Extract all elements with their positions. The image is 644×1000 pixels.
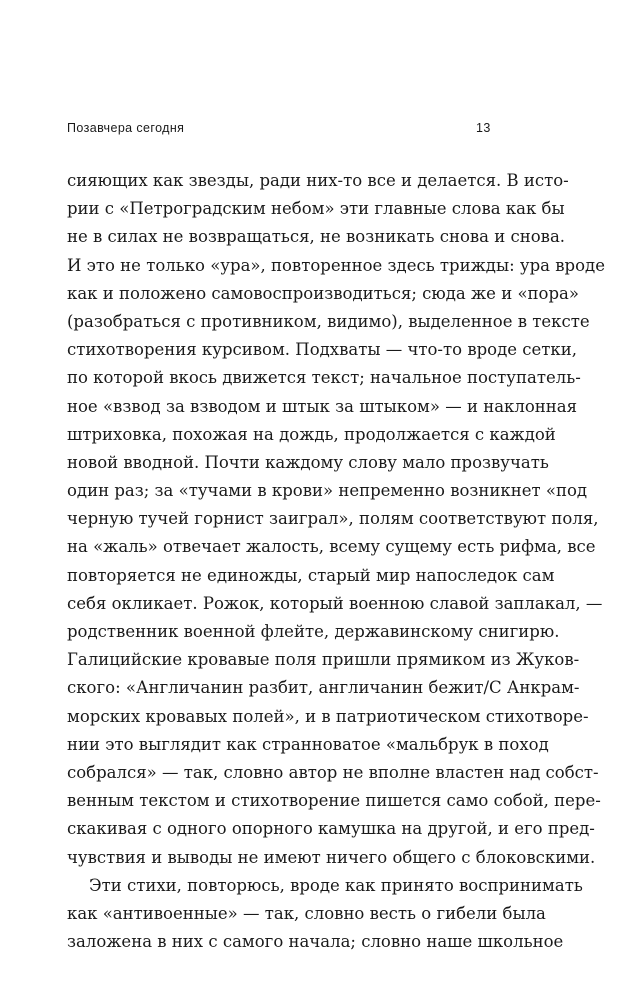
text-line: И это не только «ура», повторенное здесь трижды: ура вроде	[67, 255, 605, 275]
text-line: (разобраться с противником, видимо), выделенное в тексте	[67, 311, 590, 331]
text-line: родственник военной флейте, державинскому снигирю.	[67, 622, 560, 641]
text-line: черную тучей горнист заиграл», полям соответствуют поля,	[67, 509, 599, 529]
text-line: нии это выглядит как странноватое «мальбрук в поход	[67, 734, 549, 754]
running-head-title: Позавчера сегодня	[67, 121, 185, 135]
text-line: венным текстом и стихотворение пишется само собой, пере-	[67, 791, 601, 811]
text-line: Эти стихи, повторюсь, вроде как принято воспринимать	[89, 875, 583, 895]
paragraph	[67, 167, 605, 872]
text-line: стихотворения курсивом. Подхваты — что-то вроде сетки,	[67, 340, 577, 360]
text-line: себя окликает. Рожок, который военною славой заплакал, —	[67, 593, 603, 613]
page-number: 13	[476, 121, 491, 135]
text-line: собрался» — так, словно автор не вполне властен над собст-	[67, 762, 599, 782]
text-line: рии с «Петроградским небом» эти главные слова как бы	[67, 199, 565, 219]
text-line: повторяется не единожды, старый мир напоследок сам	[67, 565, 555, 585]
text-line: сияющих как звезды, ради них-то все и делается. В исто-	[67, 171, 569, 190]
text-line: морских кровавых полей», и в патриотическом стихотворе-	[67, 706, 589, 726]
text-line: штриховка, похожая на дождь, продолжается с каждой	[67, 424, 556, 444]
text-line: новой вводной. Почти каждому слову мало прозвучать	[67, 452, 549, 472]
text-line: ского: «Англичанин разбит, англичанин бежит/С Анкрам-	[67, 678, 580, 698]
paragraph	[67, 872, 583, 957]
text-line: заложена в них с самого начала; словно наше школьное	[67, 932, 564, 952]
text-line: Галицийские кровавые поля пришли прямиком из Жуков-	[67, 650, 580, 670]
text-line: как «антивоенные» — так, словно весть о гибели была	[67, 903, 546, 923]
text-line: по которой вкось движется текст; начальное поступатель-	[67, 368, 581, 388]
text-line: как и положено самовоспроизводиться; сюда же и «пора»	[67, 283, 579, 303]
text-line: чувствия и выводы не имеют ничего общего с блоковскими.	[67, 847, 596, 867]
text-line: один раз; за «тучами в крови» непременно возникнет «под	[67, 481, 588, 501]
text-line: ное «взвод за взводом и штык за штыком» — и наклонная	[67, 396, 578, 416]
text-line: скакивая с одного опорного камушка на другой, и его пред-	[67, 819, 595, 839]
text-line: на «жаль» отвечает жалость, всему сущему есть рифма, все	[67, 537, 596, 557]
text-line: не в силах не возвращаться, не возникать снова и снова.	[67, 227, 566, 247]
body-text	[67, 167, 605, 956]
